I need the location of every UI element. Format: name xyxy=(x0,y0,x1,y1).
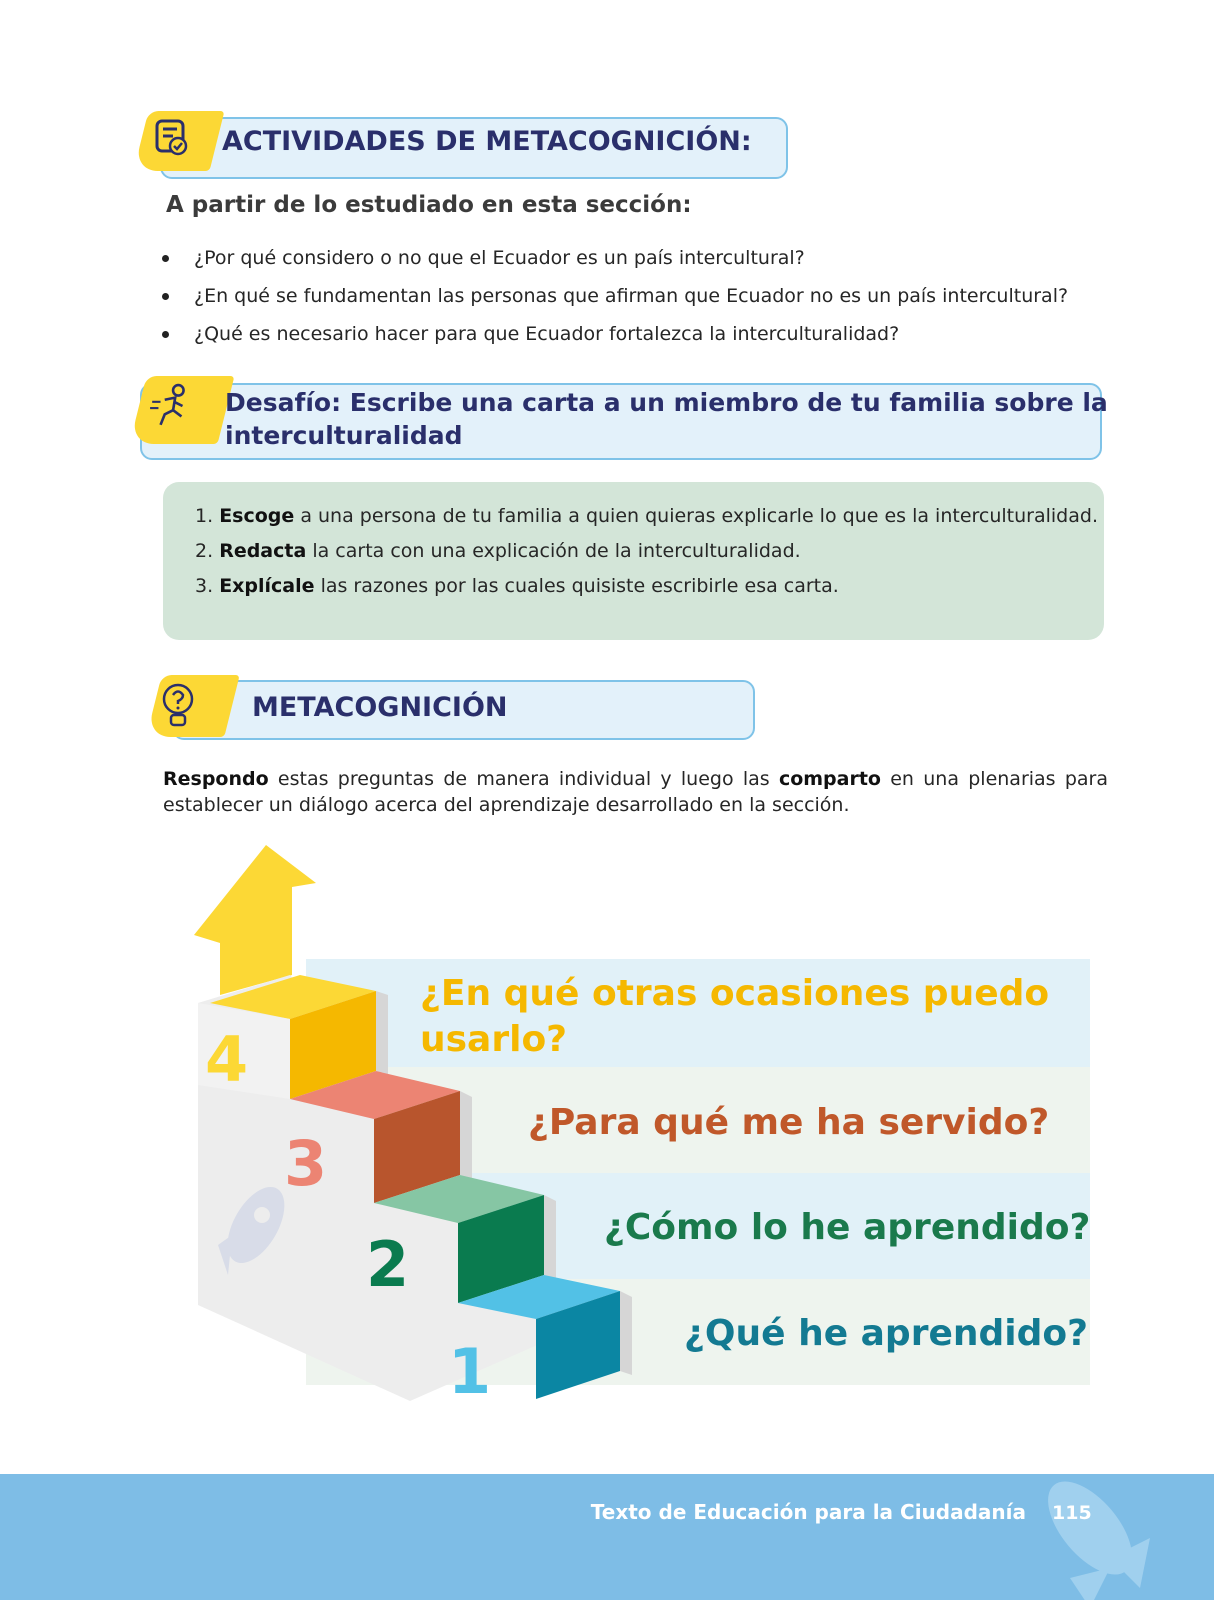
arrow-icon xyxy=(194,845,316,995)
list-item: ¿Por qué considero o no que el Ecuador es un país intercultural? xyxy=(160,244,1160,282)
question-3: ¿Para qué me ha servido? xyxy=(528,1102,1050,1143)
list-item: ¿Qué es necesario hacer para que Ecuador fortalezca la interculturalidad? xyxy=(160,320,1160,358)
page-footer xyxy=(0,1474,1214,1600)
challenge-title-line1: Desafío: Escribe una carta a un miembro de tu familia sobre la xyxy=(225,388,1108,417)
step-number-4: 4 xyxy=(205,1023,249,1096)
question-1: ¿Qué he aprendido? xyxy=(684,1313,1088,1354)
question-4-line1: ¿En qué otras ocasiones puedo xyxy=(420,973,1050,1014)
list-item: 2. Redacta la carta con una explicación de la interculturalidad. xyxy=(195,540,801,562)
section-subtitle: A partir de lo estudiado en esta sección: xyxy=(166,192,692,218)
section-title: METACOGNICIÓN xyxy=(252,692,508,723)
section-title: ACTIVIDADES DE METACOGNICIÓN: xyxy=(222,126,752,157)
step-number-2: 2 xyxy=(366,1228,410,1301)
challenge-title-line2: interculturalidad xyxy=(225,421,463,450)
question-4-line2: usarlo? xyxy=(420,1019,568,1060)
step-number-3: 3 xyxy=(284,1127,328,1200)
rocket-icon xyxy=(1020,1474,1190,1600)
instructions-paragraph: Respondo estas preguntas de manera individual y luego las comparto en una plenarias para establecer un diálogo acerca del aprendizaje desarrollado en la sección. xyxy=(163,768,1108,816)
book-title: Texto de Educación para la Ciudadanía xyxy=(590,1500,1026,1524)
list-item: ¿En qué se fundamentan las personas que afirman que Ecuador no es un país intercultural? xyxy=(160,282,1160,320)
step-number-1: 1 xyxy=(448,1335,492,1408)
page-number: 115 xyxy=(1052,1502,1092,1524)
list-item: 3. Explícale las razones por las cuales quisiste escribirle esa carta. xyxy=(195,575,839,597)
question-2: ¿Cómo lo he aprendido? xyxy=(604,1207,1091,1248)
list-item: 1. Escoge a una persona de tu familia a quien quieras explicarle lo que es la interculturalidad. xyxy=(195,505,1098,527)
